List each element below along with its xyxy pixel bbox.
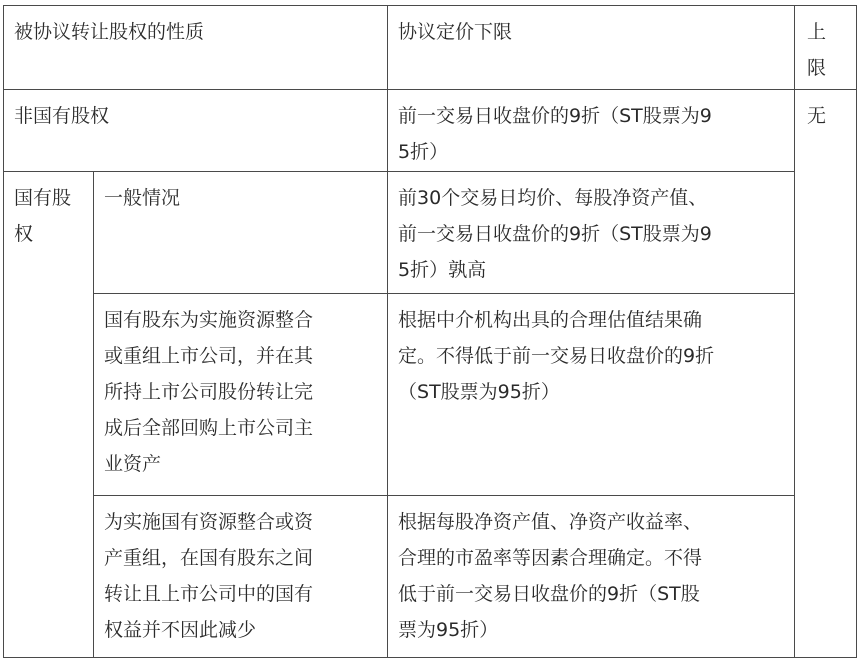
table-row-state-restructure (4, 294, 857, 496)
cell-non-state-lower-limit: 前一交易日收盘价的9折（ST股票为9 5折） (388, 90, 795, 172)
pricing-rules-table (3, 5, 857, 658)
cell-state-between-holders-lower-limit: 根据每股净资产值、净资产收益率、 合理的市盈率等因素合理确定。不得 低于前一交易日收盘价的9折（ST股 票为95折） (388, 496, 795, 658)
header-row (4, 6, 857, 90)
table-row-state-general (4, 172, 857, 294)
table-row-non-state (4, 90, 857, 172)
cell-non-state-nature: 非国有股权 (4, 90, 388, 172)
cell-upper-limit-value: 无 (795, 90, 857, 658)
cell-state-restructure-lower-limit: 根据中介机构出具的合理估值结果确 定。不得低于前一交易日收盘价的9折 （ST股票为95折） (388, 294, 795, 496)
cell-state-general-case: 一般情况 (94, 172, 388, 294)
cell-state-general-lower-limit: 前30个交易日均价、每股净资产值、 前一交易日收盘价的9折（ST股票为9 5折）孰高 (388, 172, 795, 294)
header-upper-limit: 上 限 (795, 6, 857, 90)
table-row-state-between-holders (4, 496, 857, 658)
cell-state-between-holders-case: 为实施国有资源整合或资 产重组，在国有股东之间 转让且上市公司中的国有 权益并不因此减少 (94, 496, 388, 658)
cell-state-restructure-case: 国有股东为实施资源整合 或重组上市公司，并在其 所持上市公司股份转让完 成后全部回购上市公司主 业资产 (94, 294, 388, 496)
cell-state-group-label: 国有股 权 (4, 172, 94, 658)
header-lower-limit: 协议定价下限 (388, 6, 795, 90)
header-nature: 被协议转让股权的性质 (4, 6, 388, 90)
